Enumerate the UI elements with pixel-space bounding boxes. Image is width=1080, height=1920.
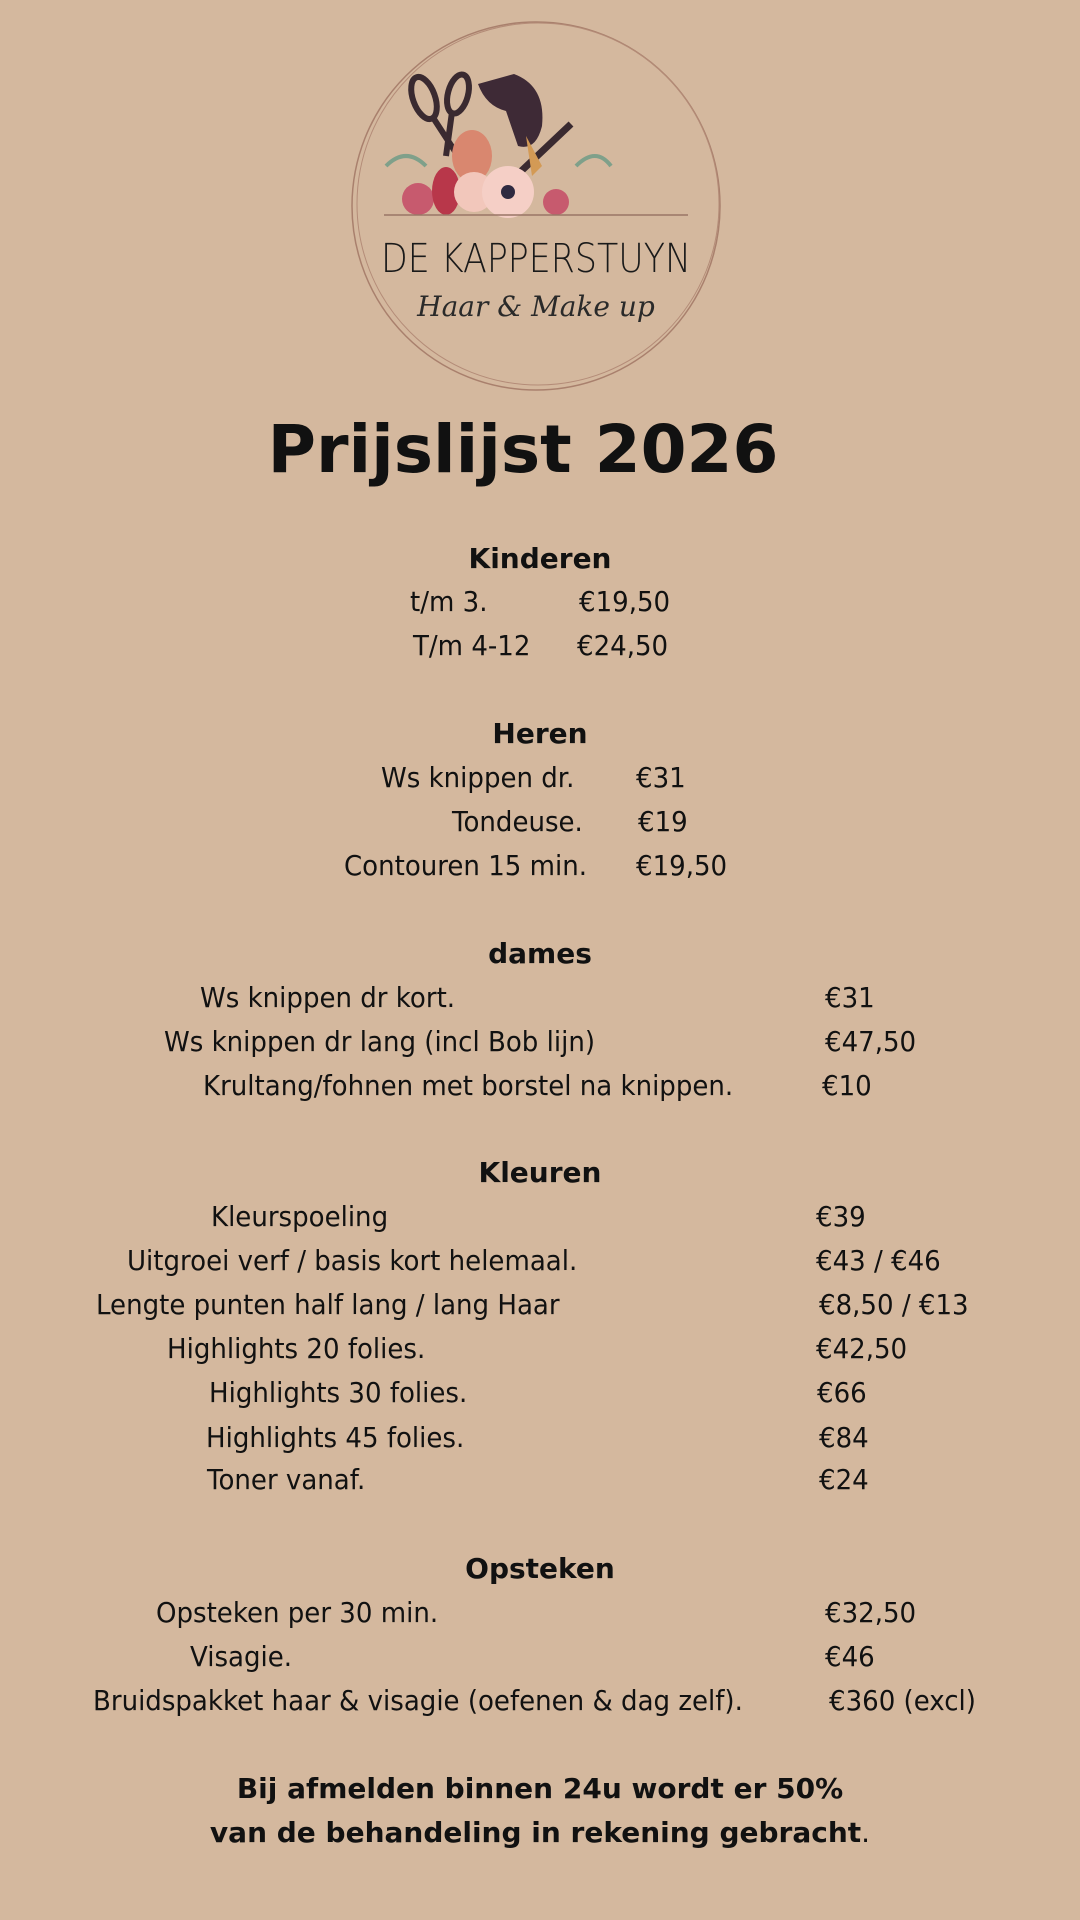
hair-dryer-icon [478, 74, 542, 147]
cancellation-notice-line1: Bij afmelden binnen 24u wordt er 50% [236, 1772, 844, 1805]
section-heading-heren: Heren [492, 717, 588, 750]
price-item-price: €31 [825, 981, 875, 1014]
price-item-label: Toner vanaf. [207, 1463, 366, 1496]
logo-name: DE KAPPERSTUYN [381, 236, 691, 282]
flowers-icon [386, 130, 611, 218]
price-item-price: €47,50 [825, 1025, 917, 1058]
price-item-label: Lengte punten half lang / lang Haar [96, 1288, 560, 1321]
price-item-price: €19,50 [579, 585, 671, 618]
page-title: Prijslijst 2026 [267, 411, 779, 488]
price-item-label: Bruidspakket haar & visagie (oefenen & dag zelf). [93, 1684, 743, 1717]
price-item-label: Ws knippen dr lang (incl Bob lijn) [164, 1025, 595, 1058]
price-item-price: €24,50 [577, 629, 669, 662]
price-item-label: Krultang/fohnen met borstel na knippen. [203, 1069, 734, 1102]
price-item-price: €42,50 [816, 1332, 908, 1365]
section-heading-kleuren: Kleuren [478, 1156, 602, 1189]
price-item-label: Uitgroei verf / basis kort helemaal. [127, 1244, 578, 1277]
price-item-price: €360 (excl) [829, 1684, 976, 1717]
price-item-price: €19,50 [636, 849, 728, 882]
price-item-price: €32,50 [825, 1596, 917, 1629]
section-heading-dames: dames [488, 937, 592, 970]
price-item-label: Opsteken per 30 min. [156, 1596, 439, 1629]
cancellation-notice-text: van de behandeling in rekening gebracht [209, 1816, 862, 1849]
price-item-label: Highlights 45 folies. [206, 1421, 465, 1454]
price-item-label: Tondeuse. [452, 805, 583, 838]
price-item-price: €8,50 / €13 [819, 1288, 969, 1321]
price-item-price: €43 / €46 [816, 1244, 941, 1277]
price-item-label: t/m 3. [410, 585, 488, 618]
price-item-label: Highlights 20 folies. [167, 1332, 426, 1365]
section-heading-opsteken: Opsteken [465, 1552, 615, 1585]
price-item-label: T/m 4-12 [413, 629, 531, 662]
price-item-price: €66 [817, 1376, 867, 1409]
cancellation-notice-line2 [0, 1815, 1080, 1851]
price-item-price: €39 [816, 1200, 866, 1233]
price-item-label: Ws knippen dr. [381, 761, 575, 794]
price-item-label: Visagie. [190, 1640, 293, 1673]
price-item-label: Highlights 30 folies. [209, 1376, 468, 1409]
price-item-label: Ws knippen dr kort. [200, 981, 456, 1014]
section-heading-kinderen: Kinderen [468, 542, 612, 575]
logo [346, 16, 726, 396]
price-item-price: €46 [825, 1640, 875, 1673]
price-item-price: €10 [822, 1069, 872, 1102]
price-item-price: €84 [819, 1421, 869, 1454]
price-item-price: €31 [636, 761, 686, 794]
price-item-price: €24 [819, 1463, 869, 1496]
price-item-price: €19 [638, 805, 688, 838]
logo-tagline: Haar & Make up [417, 290, 655, 323]
cancellation-notice-period: . [861, 1816, 871, 1849]
price-item-label: Kleurspoeling [211, 1200, 389, 1233]
price-item-label: Contouren 15 min. [344, 849, 588, 882]
